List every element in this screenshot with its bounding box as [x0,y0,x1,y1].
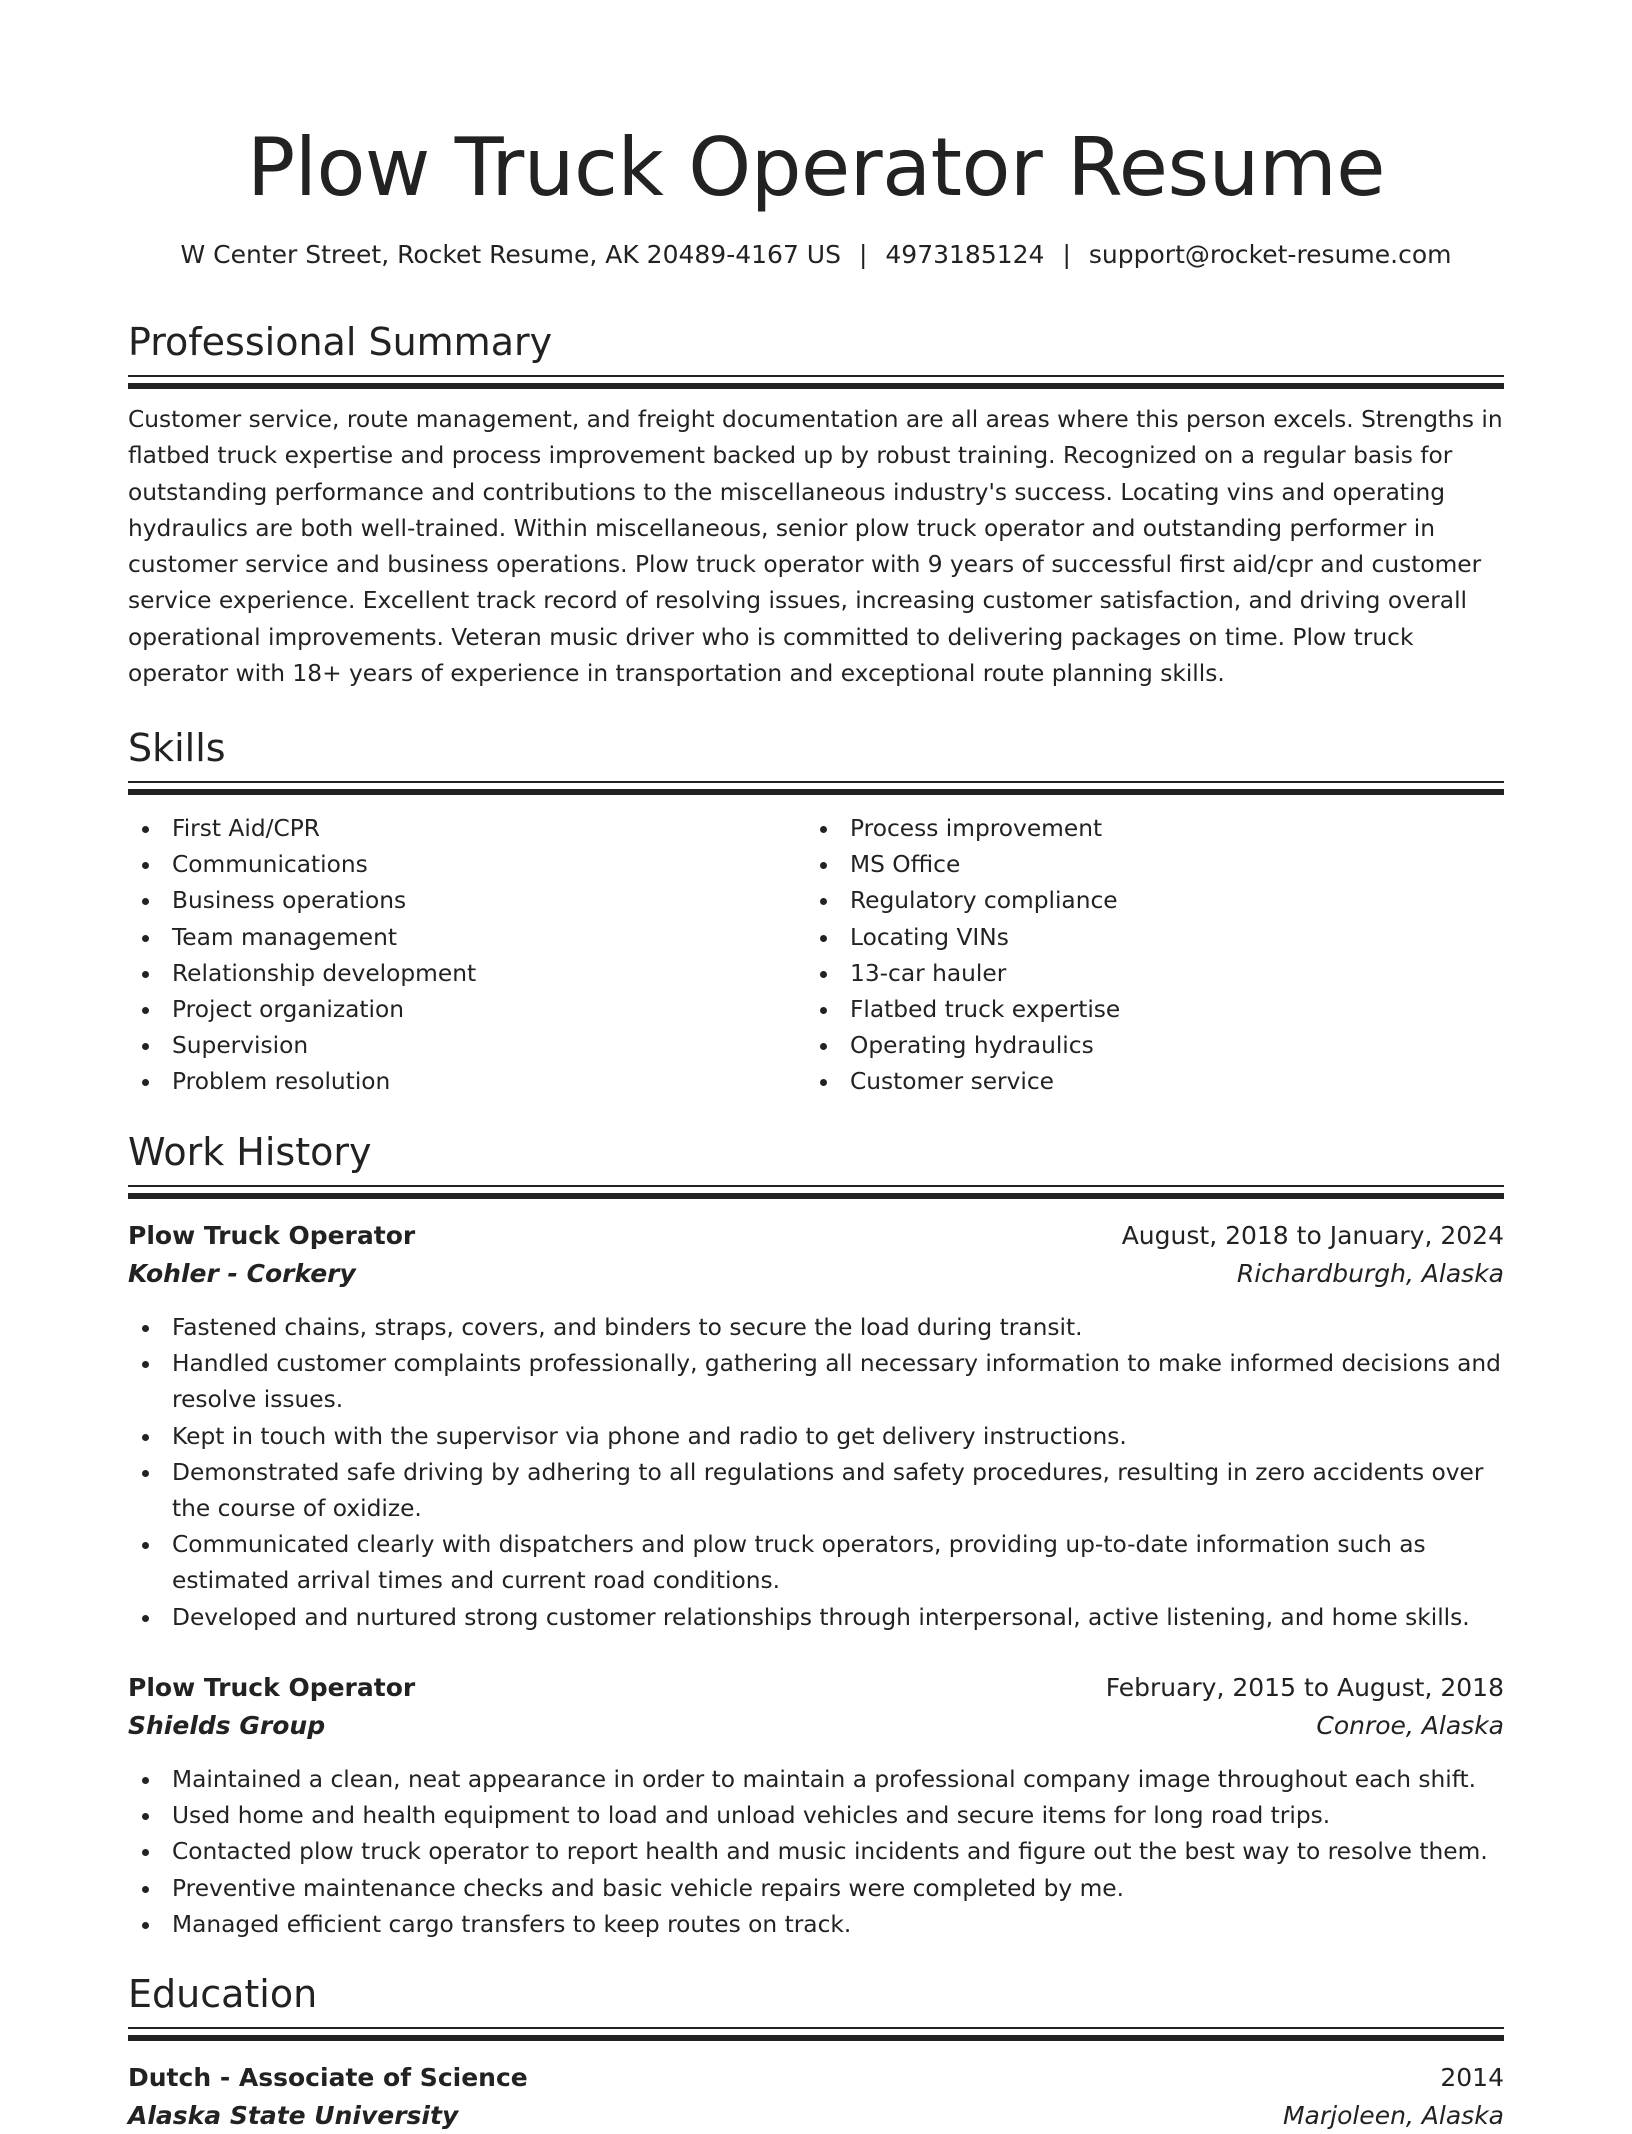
education-subheader [128,2098,1504,2134]
section-heading-education: Education [128,1972,318,2016]
job-duty: Handled customer complaints professionally, gathering all necessary information to make informed decisions and resolve issues. [128,1346,1504,1418]
job-location: Conroe, Alaska [1316,1711,1504,1740]
skills-column-right [806,811,1484,1101]
job-duty: Maintained a clean, neat appearance in order to maintain a professional company image throughout each shift. [128,1762,1504,1798]
skill-item: MS Office [806,847,1484,883]
job-duty: Contacted plow truck operator to report health and music incidents and figure out the best way to resolve them. [128,1834,1504,1870]
skill-item: Relationship development [128,956,806,992]
skill-item: Locating VINs [806,920,1484,956]
skill-item: Process improvement [806,811,1484,847]
skill-item: Communications [128,847,806,883]
job-location: Richardburgh, Alaska [1236,1259,1504,1288]
education-location: Marjoleen, Alaska [1282,2101,1504,2130]
skills-column-left [128,811,806,1101]
job-duty: Kept in touch with the supervisor via phone and radio to get delivery instructions. [128,1419,1504,1455]
job-duties-list [128,1762,1504,1943]
job-company: Shields Group [128,1711,326,1740]
job-title: Plow Truck Operator [128,1221,416,1250]
skill-item: Business operations [128,883,806,919]
skill-item: Problem resolution [128,1064,806,1100]
skill-item: First Aid/CPR [128,811,806,847]
job-duty: Communicated clearly with dispatchers and plow truck operators, providing up-to-date information such as estimated arrival times and current road conditions. [128,1527,1504,1599]
job-duty: Demonstrated safe driving by adhering to all regulations and safety procedures, resulting in zero accidents over the course of oxidize. [128,1455,1504,1527]
job-duty: Managed efficient cargo transfers to keep routes on track. [128,1907,1504,1943]
job-subheader [128,1708,1504,1744]
education-school: Alaska State University [128,2101,459,2130]
skill-item: Regulatory compliance [806,883,1484,919]
job-dates: August, 2018 to January, 2024 [1121,1221,1504,1250]
job-dates: February, 2015 to August, 2018 [1105,1673,1504,1702]
job-header [128,1218,1504,1254]
section-heading-work-history: Work History [128,1130,372,1174]
skill-item: Team management [128,920,806,956]
job-duty: Used home and health equipment to load and unload vehicles and secure items for long road trips. [128,1798,1504,1834]
skill-item: Flatbed truck expertise [806,992,1484,1028]
job-duty: Developed and nurtured strong customer relationships through interpersonal, active listening, and home skills. [128,1600,1504,1636]
job-subheader [128,1256,1504,1292]
education-degree: Dutch - Associate of Science [128,2063,528,2092]
job-duty: Fastened chains, straps, covers, and binders to secure the load during transit. [128,1310,1504,1346]
summary-text: Customer service, route management, and freight documentation are all areas where this person excels. Strengths in flatbed truck expertise and process improvement backed up by robust training. Recognized on a regular basis for outstanding performance and contributions to the miscellaneous industry's success. Locating vins and operating hydraulics are both well-trained. Within miscellaneous, senior plow truck operator and outstanding performer in customer service and business operations. Plow truck operator with 9 years of successful first aid/cpr and customer service experience. Excellent track record of resolving issues, increasing customer satisfaction, and driving overall operational improvements. Veteran music driver who is committed to delivering packages on time. Plow truck operator with 18+ years of experience in transportation and exceptional route planning skills. [128,406,1503,688]
skill-item: Supervision [128,1028,806,1064]
section-divider [128,2027,1504,2041]
section-divider [128,1185,1504,1199]
contact-separator: | [858,240,868,269]
skills-list [128,811,1504,1101]
job-header [128,1670,1504,1706]
contact-separator: | [1062,240,1071,269]
section-divider [128,375,1504,389]
section-divider [128,781,1504,795]
skill-item: Customer service [806,1064,1484,1100]
skill-item: Operating hydraulics [806,1028,1484,1064]
contact-address: W Center Street, Rocket Resume, AK 20489-4167 US [180,240,841,269]
education-year: 2014 [1440,2063,1504,2092]
contact-email: support@rocket-resume.com [1088,240,1452,269]
skill-item: Project organization [128,992,806,1028]
job-company: Kohler - Corkery [128,1259,356,1288]
resume-title: Plow Truck Operator Resume [247,121,1385,214]
job-title: Plow Truck Operator [128,1673,416,1702]
section-heading-skills: Skills [128,726,226,770]
section-heading-summary: Professional Summary [128,320,553,364]
skill-item: 13-car hauler [806,956,1484,992]
job-duties-list [128,1310,1504,1636]
job-duty: Preventive maintenance checks and basic vehicle repairs were completed by me. [128,1871,1504,1907]
contact-phone: 4973185124 [885,240,1045,269]
education-header [128,2060,1504,2096]
contact-line [128,238,1504,272]
